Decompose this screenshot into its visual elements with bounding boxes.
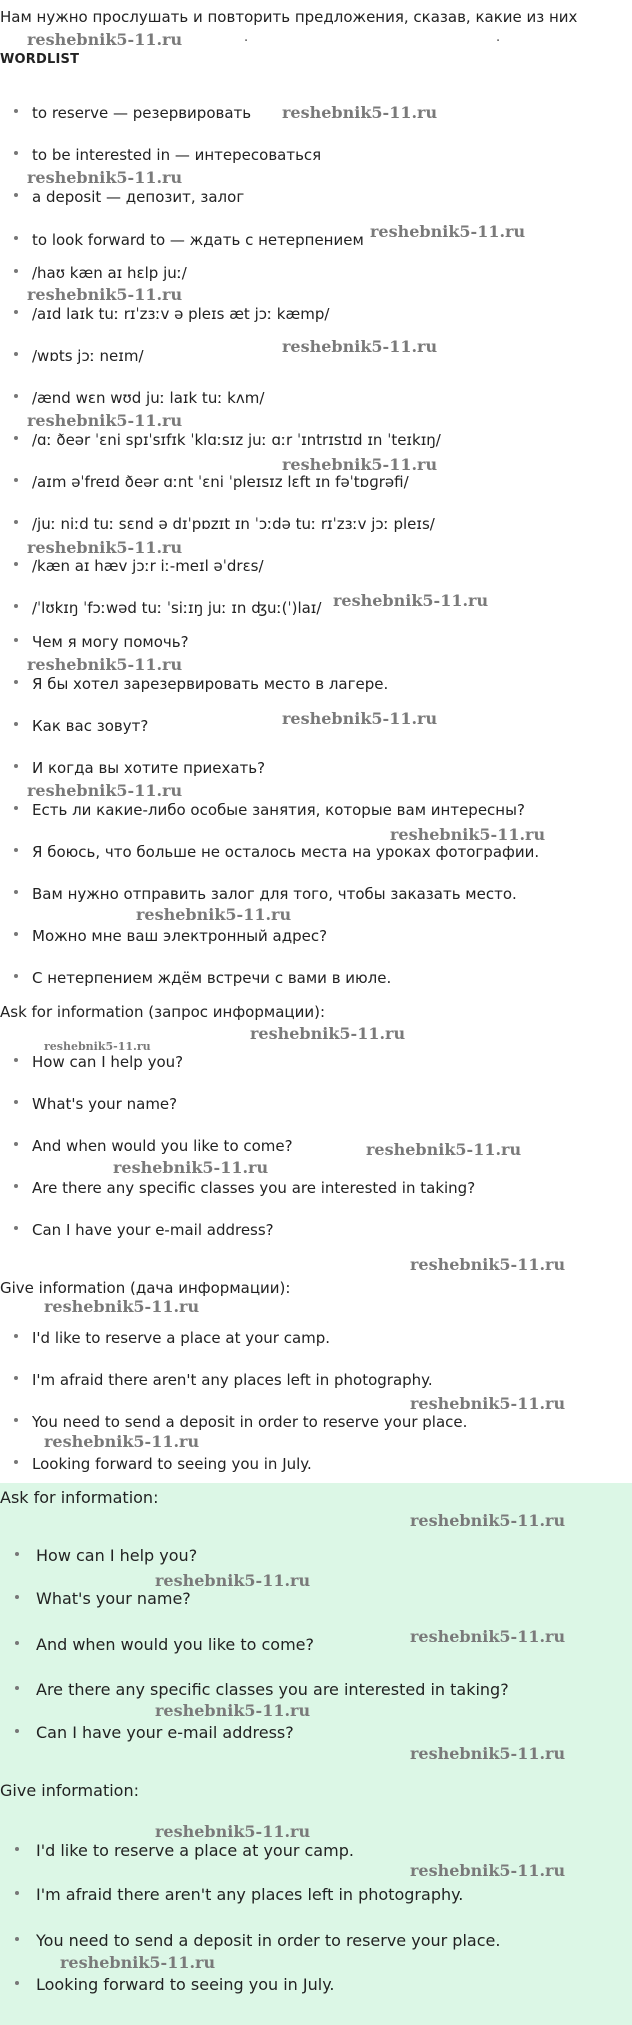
- list-item-text: Я бы хотел зарезервировать место в лагере.: [32, 675, 389, 693]
- bullet: [14, 890, 18, 894]
- bullet: [14, 394, 18, 398]
- bullet: [15, 1937, 19, 1941]
- watermark: reshebnik5-11.ru: [155, 1571, 311, 1590]
- bullet: [14, 1184, 18, 1188]
- bullet: [15, 1595, 19, 1599]
- bullet: [15, 1641, 19, 1645]
- list-item-text: I'm afraid there aren't any places left in photography.: [36, 1885, 464, 1904]
- watermark: reshebnik5-11.ru: [366, 1140, 522, 1159]
- list-item-text: /haʊ kæn aɪ hɛlp juː/: [32, 264, 187, 282]
- bullet: [14, 151, 18, 155]
- list-item-text: How can I help you?: [36, 1546, 198, 1565]
- bullet: [15, 1847, 19, 1851]
- bullet: [14, 520, 18, 524]
- bullet: [14, 269, 18, 273]
- watermark: reshebnik5-11.ru: [44, 1040, 151, 1053]
- bullet: [14, 1142, 18, 1146]
- watermark: reshebnik5-11.ru: [282, 709, 438, 728]
- watermark: reshebnik5-11.ru: [282, 337, 438, 356]
- list-item-text: Looking forward to seeing you in July.: [32, 1455, 312, 1473]
- list-item-text: /aɪm əˈfreɪd ðeər ɑːnt ˈɛni ˈpleɪsɪz lɛft ɪn fəˈtɒɡrəfi/: [32, 473, 409, 491]
- list-item-text: You need to send a deposit in order to reserve your place.: [36, 1931, 501, 1950]
- list-item-text: Looking forward to seeing you in July.: [36, 1975, 335, 1994]
- watermark: reshebnik5-11.ru: [370, 222, 526, 241]
- list-item-text: And when would you like to come?: [32, 1137, 293, 1155]
- bullet: [14, 604, 18, 608]
- list-item-text: Are there any specific classes you are interested in taking?: [36, 1680, 509, 1699]
- bullet: [14, 109, 18, 113]
- watermark: reshebnik5-11.ru: [27, 30, 183, 49]
- bullet: [14, 478, 18, 482]
- bullet: [14, 1058, 18, 1062]
- bullet: [14, 352, 18, 356]
- list-item-text: to be interested in — интересоваться: [32, 146, 322, 164]
- list-item-text: Как вас зовут?: [32, 717, 149, 735]
- list-item-text: Можно мне ваш электронный адрес?: [32, 927, 328, 945]
- ask-heading: Ask for information (запрос информации):: [0, 1003, 326, 1021]
- list-item-text: Вам нужно отправить залог для того, чтобы заказать место.: [32, 885, 517, 903]
- list-item-text: What's your name?: [32, 1095, 178, 1113]
- dot-mark: .: [496, 30, 501, 45]
- bullet: [15, 1552, 19, 1556]
- list-item-text: /ɑː ðeər ˈɛni spɪˈsɪfɪk ˈklɑːsɪz juː ɑːr ˈɪntrɪstɪd ɪn ˈteɪkɪŋ/: [32, 431, 441, 449]
- bullet: [14, 236, 18, 240]
- watermark: reshebnik5-11.ru: [27, 655, 183, 674]
- watermark: reshebnik5-11.ru: [27, 168, 183, 187]
- bullet: [14, 1334, 18, 1338]
- bullet: [14, 932, 18, 936]
- bullet: [14, 1376, 18, 1380]
- watermark: reshebnik5-11.ru: [136, 905, 292, 924]
- intro-text: Нам нужно прослушать и повторить предложения, сказав, какие из них: [0, 8, 578, 26]
- list-item-text: /aɪd laɪk tuː rɪˈzɜːv ə pleɪs æt jɔː kæmp/: [32, 305, 330, 323]
- watermark: reshebnik5-11.ru: [27, 781, 183, 800]
- list-item-text: Can I have your e-mail address?: [36, 1723, 294, 1742]
- list-item-text: I'd like to reserve a place at your camp.: [32, 1329, 331, 1347]
- list-item-text: Can I have your e-mail address?: [32, 1221, 274, 1239]
- bullet: [14, 722, 18, 726]
- list-item-text: I'm afraid there aren't any places left in photography.: [32, 1371, 433, 1389]
- list-item-text: to look forward to — ждать с нетерпением: [32, 231, 364, 249]
- watermark: reshebnik5-11.ru: [113, 1158, 269, 1177]
- list-item-text: How can I help you?: [32, 1053, 184, 1071]
- watermark: reshebnik5-11.ru: [27, 285, 183, 304]
- bullet: [15, 1891, 19, 1895]
- bullet: [15, 1981, 19, 1985]
- list-item-text: /juː niːd tuː sɛnd ə dɪˈpɒzɪt ɪn ˈɔːdə tuː rɪˈzɜːv jɔː pleɪs/: [32, 515, 435, 533]
- bullet: [15, 1686, 19, 1690]
- list-item-text: And when would you like to come?: [36, 1635, 314, 1654]
- watermark: reshebnik5-11.ru: [44, 1432, 200, 1451]
- watermark: reshebnik5-11.ru: [60, 1953, 216, 1972]
- bullet: [14, 1226, 18, 1230]
- watermark: reshebnik5-11.ru: [410, 1255, 566, 1274]
- list-item-text: С нетерпением ждём встречи с вами в июле.: [32, 969, 392, 987]
- bullet: [14, 680, 18, 684]
- bullet: [14, 310, 18, 314]
- watermark: reshebnik5-11.ru: [333, 591, 489, 610]
- list-item-text: Я боюсь, что больше не осталось места на уроках фотографии.: [32, 843, 540, 861]
- watermark: reshebnik5-11.ru: [155, 1822, 311, 1841]
- bullet: [14, 436, 18, 440]
- watermark: reshebnik5-11.ru: [410, 1511, 566, 1530]
- bullet: [15, 1729, 19, 1733]
- list-item-text: Есть ли какие-либо особые занятия, которые вам интересны?: [32, 801, 525, 819]
- bullet: [14, 1460, 18, 1464]
- watermark: reshebnik5-11.ru: [410, 1744, 566, 1763]
- watermark: reshebnik5-11.ru: [27, 538, 183, 557]
- watermark: reshebnik5-11.ru: [250, 1024, 406, 1043]
- bullet: [14, 806, 18, 810]
- watermark: reshebnik5-11.ru: [410, 1394, 566, 1413]
- list-item-text: You need to send a deposit in order to reserve your place.: [32, 1413, 468, 1431]
- give-heading: Give information:: [0, 1781, 139, 1800]
- list-item-text: What's your name?: [36, 1589, 191, 1608]
- list-item-text: /ˈlʊkɪŋ ˈfɔːwəd tuː ˈsiːɪŋ juː ɪn ʤuː(ˈ)laɪ/: [32, 599, 322, 617]
- watermark: reshebnik5-11.ru: [282, 455, 438, 474]
- bullet: [14, 1418, 18, 1422]
- watermark: reshebnik5-11.ru: [155, 1701, 311, 1720]
- dot-mark: .: [244, 30, 249, 45]
- give-heading: Give information (дача информации):: [0, 1279, 291, 1297]
- watermark: reshebnik5-11.ru: [410, 1627, 566, 1646]
- list-item-text: I'd like to reserve a place at your camp.: [36, 1841, 354, 1860]
- bullet: [14, 562, 18, 566]
- watermark: reshebnik5-11.ru: [410, 1861, 566, 1880]
- watermark: reshebnik5-11.ru: [282, 103, 438, 122]
- list-item-text: И когда вы хотите приехать?: [32, 759, 266, 777]
- bullet: [14, 638, 18, 642]
- list-item-text: Чем я могу помочь?: [32, 633, 189, 651]
- bullet: [14, 764, 18, 768]
- list-item-text: Are there any specific classes you are interested in taking?: [32, 1179, 476, 1197]
- list-item-text: /ænd wɛn wʊd juː laɪk tuː kʌm/: [32, 389, 265, 407]
- watermark: reshebnik5-11.ru: [390, 825, 546, 844]
- list-item-text: to reserve — резервировать: [32, 104, 252, 122]
- bullet: [14, 193, 18, 197]
- bullet: [14, 848, 18, 852]
- list-item-text: /kæn aɪ hæv jɔːr iː-meɪl əˈdrɛs/: [32, 557, 264, 575]
- list-item-text: a deposit — депозит, залог: [32, 188, 245, 206]
- wordlist-title: WORDLIST: [0, 52, 80, 67]
- watermark: reshebnik5-11.ru: [27, 411, 183, 430]
- bullet: [14, 1100, 18, 1104]
- list-item-text: /wɒts jɔː neɪm/: [32, 347, 144, 365]
- bullet: [14, 974, 18, 978]
- watermark: reshebnik5-11.ru: [44, 1297, 200, 1316]
- ask-heading: Ask for information:: [0, 1488, 159, 1507]
